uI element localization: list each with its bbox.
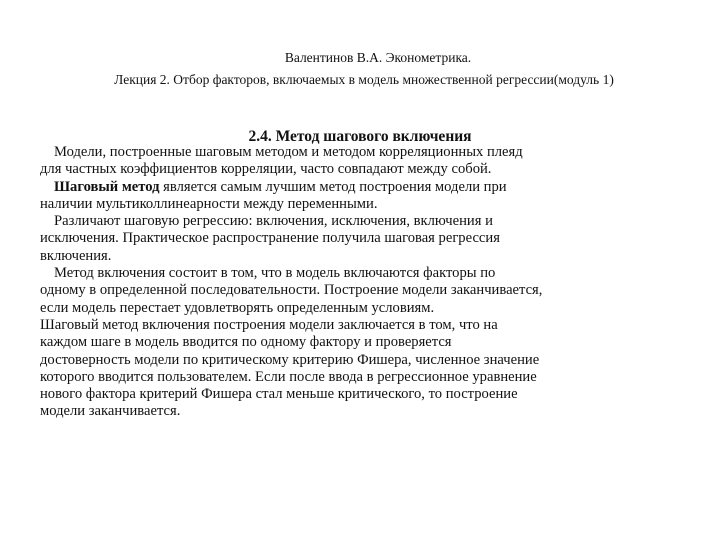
bold-term: Шаговый метод [54, 178, 160, 195]
p5-line-4: которого вводится пользователем. Если после ввода в регрессионное уравнение [40, 368, 537, 385]
p1-line-2: для частных коэффициентов корреляции, часто совпадают между собой. [40, 161, 492, 178]
p1-line-1: Модели, построенные шаговым методом и методом корреляционных плеяд [54, 144, 523, 160]
p2-line-1-rest: является самым лучшим метод построения модели при [159, 178, 507, 195]
p5-line-6: модели заканчивается. [40, 403, 181, 420]
p4-line-2: одному в определенной последовательности. Построение модели заканчивается, [40, 282, 543, 299]
p3-line-1: Различают шаговую регрессию: включения, исключения, включения и [54, 213, 493, 230]
p5-line-2: каждом шаге в модель вводится по одному фактору и проверяется [40, 334, 452, 351]
p3-line-2: исключения. Практическое распространение получила шаговая регрессия [40, 230, 500, 247]
header-lecture: Лекция 2. Отбор факторов, включаемых в модель множественной регрессии(модуль 1) [114, 72, 614, 87]
p4-line-3: если модель перестает удовлетворять определенным условиям. [40, 299, 435, 316]
header-author: Валентинов В.А. Эконометрика. [284, 50, 472, 65]
body-text [40, 144, 680, 421]
p2-line-1 [40, 179, 680, 196]
p4-line-1: Метод включения состоит в том, что в модель включаются факторы по [54, 265, 496, 282]
section-title: 2.4. Метод шагового включения [248, 128, 472, 145]
p5-line-1: Шаговый метод включения построения модели заключается в том, что на [40, 316, 498, 333]
p5-line-5: нового фактора критерий Фишера стал меньше критического, то построение [40, 386, 518, 403]
p5-line-3: достоверность модели по критическому критерию Фишера, численное значение [40, 351, 540, 368]
p2-line-2: наличии мультиколлинеарности между переменными. [40, 195, 378, 212]
p3-line-3: включения. [40, 247, 112, 264]
